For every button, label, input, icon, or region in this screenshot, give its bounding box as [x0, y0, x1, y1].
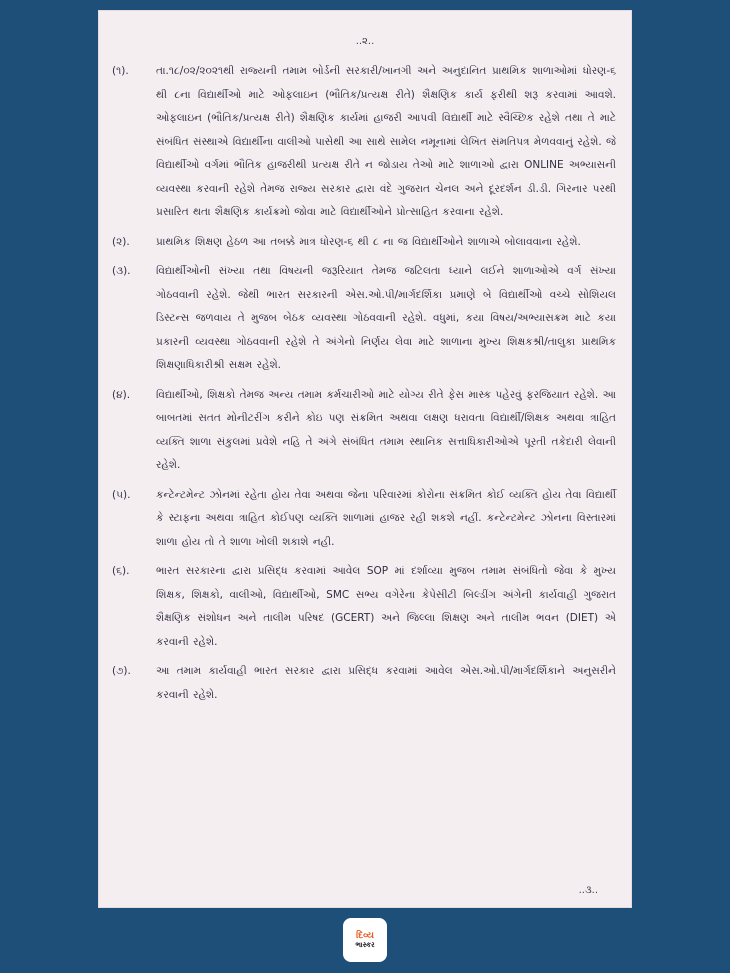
list-item: [112, 384, 616, 478]
list-item: [112, 231, 616, 255]
list-item: [112, 484, 616, 555]
instruction-list: [112, 60, 616, 713]
item-text: તા.૧૮/૦૨/૨૦૨૧થી રાજ્યની તમામ બોર્ડની સરકારી/ખાનગી અને અનુદાનિત પ્રાથમિક શાળાઓમાં ધોરણ-૬ થી ૮ના વિદ્યાર્થીઓ માટે ઓફલાઇન (ભૌતિક/પ્રત્યક્ષ રીતે) શૈક્ષણિક કાર્ય ફરીથી શરૂ કરવામાં આવશે. ઓફલાઇન (ભૌતિક/પ્રત્યક્ષ રીતે) શૈક્ષણિક કાર્યમાં હાજરી આપવી વિદ્યાર્થી માટે સ્વૈચ્છિક રહેશે તથા તે માટે સંબંધિત સંસ્થાએ વિદ્યાર્થીના વાલીઓ પાસેથી આ સાથે સામેલ નમૂનામાં લેખિત સંમતિપત્ર મેળવવાનું રહેશે. જે વિદ્યાર્થીઓ વર્ગમાં ભૌતિક હાજરીથી પ્રત્યક્ષ રીતે ન જોડાય તેઓ માટે શાળાઓ દ્વારા ONLINE અભ્યાસની વ્યવસ્થા કરવાની રહેશે તેમજ રાજ્ય સરકાર દ્વારા વંદે ગુજરાત ચેનલ અને દૂરદર્શન ડી.ડી. ગિરનાર પરથી પ્રસારિત થતા શૈક્ષણિક કાર્યક્રમો જોવા માટે વિદ્યાર્થીઓને પ્રોત્સાહિત કરવાના રહેશે.: [156, 65, 616, 218]
list-item: [112, 60, 616, 225]
list-item: [112, 660, 616, 707]
item-text: વિદ્યાર્થીઓ, શિક્ષકો તેમજ અન્ય તમામ કર્મચારીઓ માટે યોગ્ય રીતે ફેસ માસ્ક પહેરવું ફરજિયાત રહેશે. આ બાબતમાં સતત મોનીટરીંગ કરીને કોઇ પણ સંક્રમિત અથવા લક્ષણ ધરાવતા વિદ્યાર્થી/શિક્ષક અથવા ત્રાહિત વ્યક્તિ શાળા સંકુલમાં પ્રવેશે નહિ તે અંગે સંબંધિત તમામ સ્થાનિક સત્તાધિકારીઓએ પૂરતી તકેદારી લેવાની રહેશે.: [156, 388, 616, 471]
item-text: વિદ્યાર્થીઓની સંખ્યા તથા વિષયની જરૂરિયાત તેમજ જટિલતા ધ્યાને લઈને શાળાઓએ વર્ગ સંખ્યા ગોઠવવાની રહેશે. જેથી ભારત સરકારની એસ.ઓ.પી/માર્ગદર્શિકા પ્રમાણે બે વિદ્યાર્થીઓ વચ્ચે સોશિયલ ડિસ્ટન્સ જળવાય તે મુજબ બેઠક વ્યવસ્થા ગોઠવવાની રહેશે. વધુમાં, કયા વિષય/અભ્યાસક્રમ માટે કયા પ્રકારની વ્યવસ્થા ગોઠવવાની રહેશે તે અંગેનો નિર્ણય લેવા માટે શાળાના મુખ્ય શિક્ષકશ્રી/તાલુકા પ્રાથમિક શિક્ષણાધિકારીશ્રી સક્ષમ રહેશે.: [156, 265, 616, 371]
item-number: (૧).: [112, 65, 129, 77]
item-number: (૪).: [112, 388, 131, 401]
item-number: (૬).: [112, 565, 130, 577]
list-item: [112, 560, 616, 654]
item-text: આ તમામ કાર્યવાહી ભારત સરકાર દ્વારા પ્રસિદ્ધ કરવામાં આવેલ એસ.ઓ.પી/માર્ગદર્શિકાને અનુસરીને કરવાની રહેશે.: [156, 665, 616, 701]
item-number: (૫).: [112, 488, 131, 501]
document-page: [98, 10, 632, 908]
page-number: ..૨..: [355, 36, 375, 47]
item-number: (૭).: [112, 665, 131, 677]
list-item: [112, 260, 616, 378]
item-text: ભારત સરકારના દ્વારા પ્રસિદ્ધ કરવામાં આવેલ SOP માં દર્શાવ્યા મુજબ તમામ સંબંધિતો જેવા કે મુખ્ય શિક્ષક, શિક્ષકો, વાલીઓ, વિદ્યાર્થીઓ, SMC સભ્ય વગેરેના કેપેસીટી બિલ્ડીંગ અંગેની કાર્યવાહી ગુજરાત શૈક્ષણિક સંશોધન અને તાલીમ પરિષદ (GCERT) અને જિલ્લા શિક્ષણ અને તાલીમ ભવન (DIET) એ કરવાની રહેશે.: [156, 565, 616, 648]
item-number: (૩).: [112, 265, 131, 277]
next-page-number: ..૩..: [578, 885, 598, 896]
logo-line-1: દિવ્ય: [356, 930, 374, 941]
item-text: કન્ટેન્ટમેન્ટ ઝોનમાં રહેતા હોય તેવા અથવા જેના પરિવારમાં કોરોના સંક્રમિત કોઈ વ્યક્તિ હોય તેવા વિદ્યાર્થી કે સ્ટાફના અથવા ત્રાહિત કોઈપણ વ્યક્તિ શાળામાં હાજર રહી શકશે નહીં. કન્ટેન્ટમેન્ટ ઝોનના વિસ્તારમાં શાળા હોય તો તે શાળા ખોલી શકાશે નહી.: [156, 488, 616, 548]
item-number: (૨).: [112, 235, 130, 248]
item-text: પ્રાથમિક શિક્ષણ હેઠળ આ તબક્કે માત્ર ધોરણ-૬ થી ૮ ના જ વિદ્યાર્થીઓને શાળાએ બોલાવવાના રહેશે.: [156, 235, 581, 248]
logo-line-2: ભાસ્કર: [355, 940, 375, 949]
divya-bhaskar-logo: [343, 918, 387, 962]
